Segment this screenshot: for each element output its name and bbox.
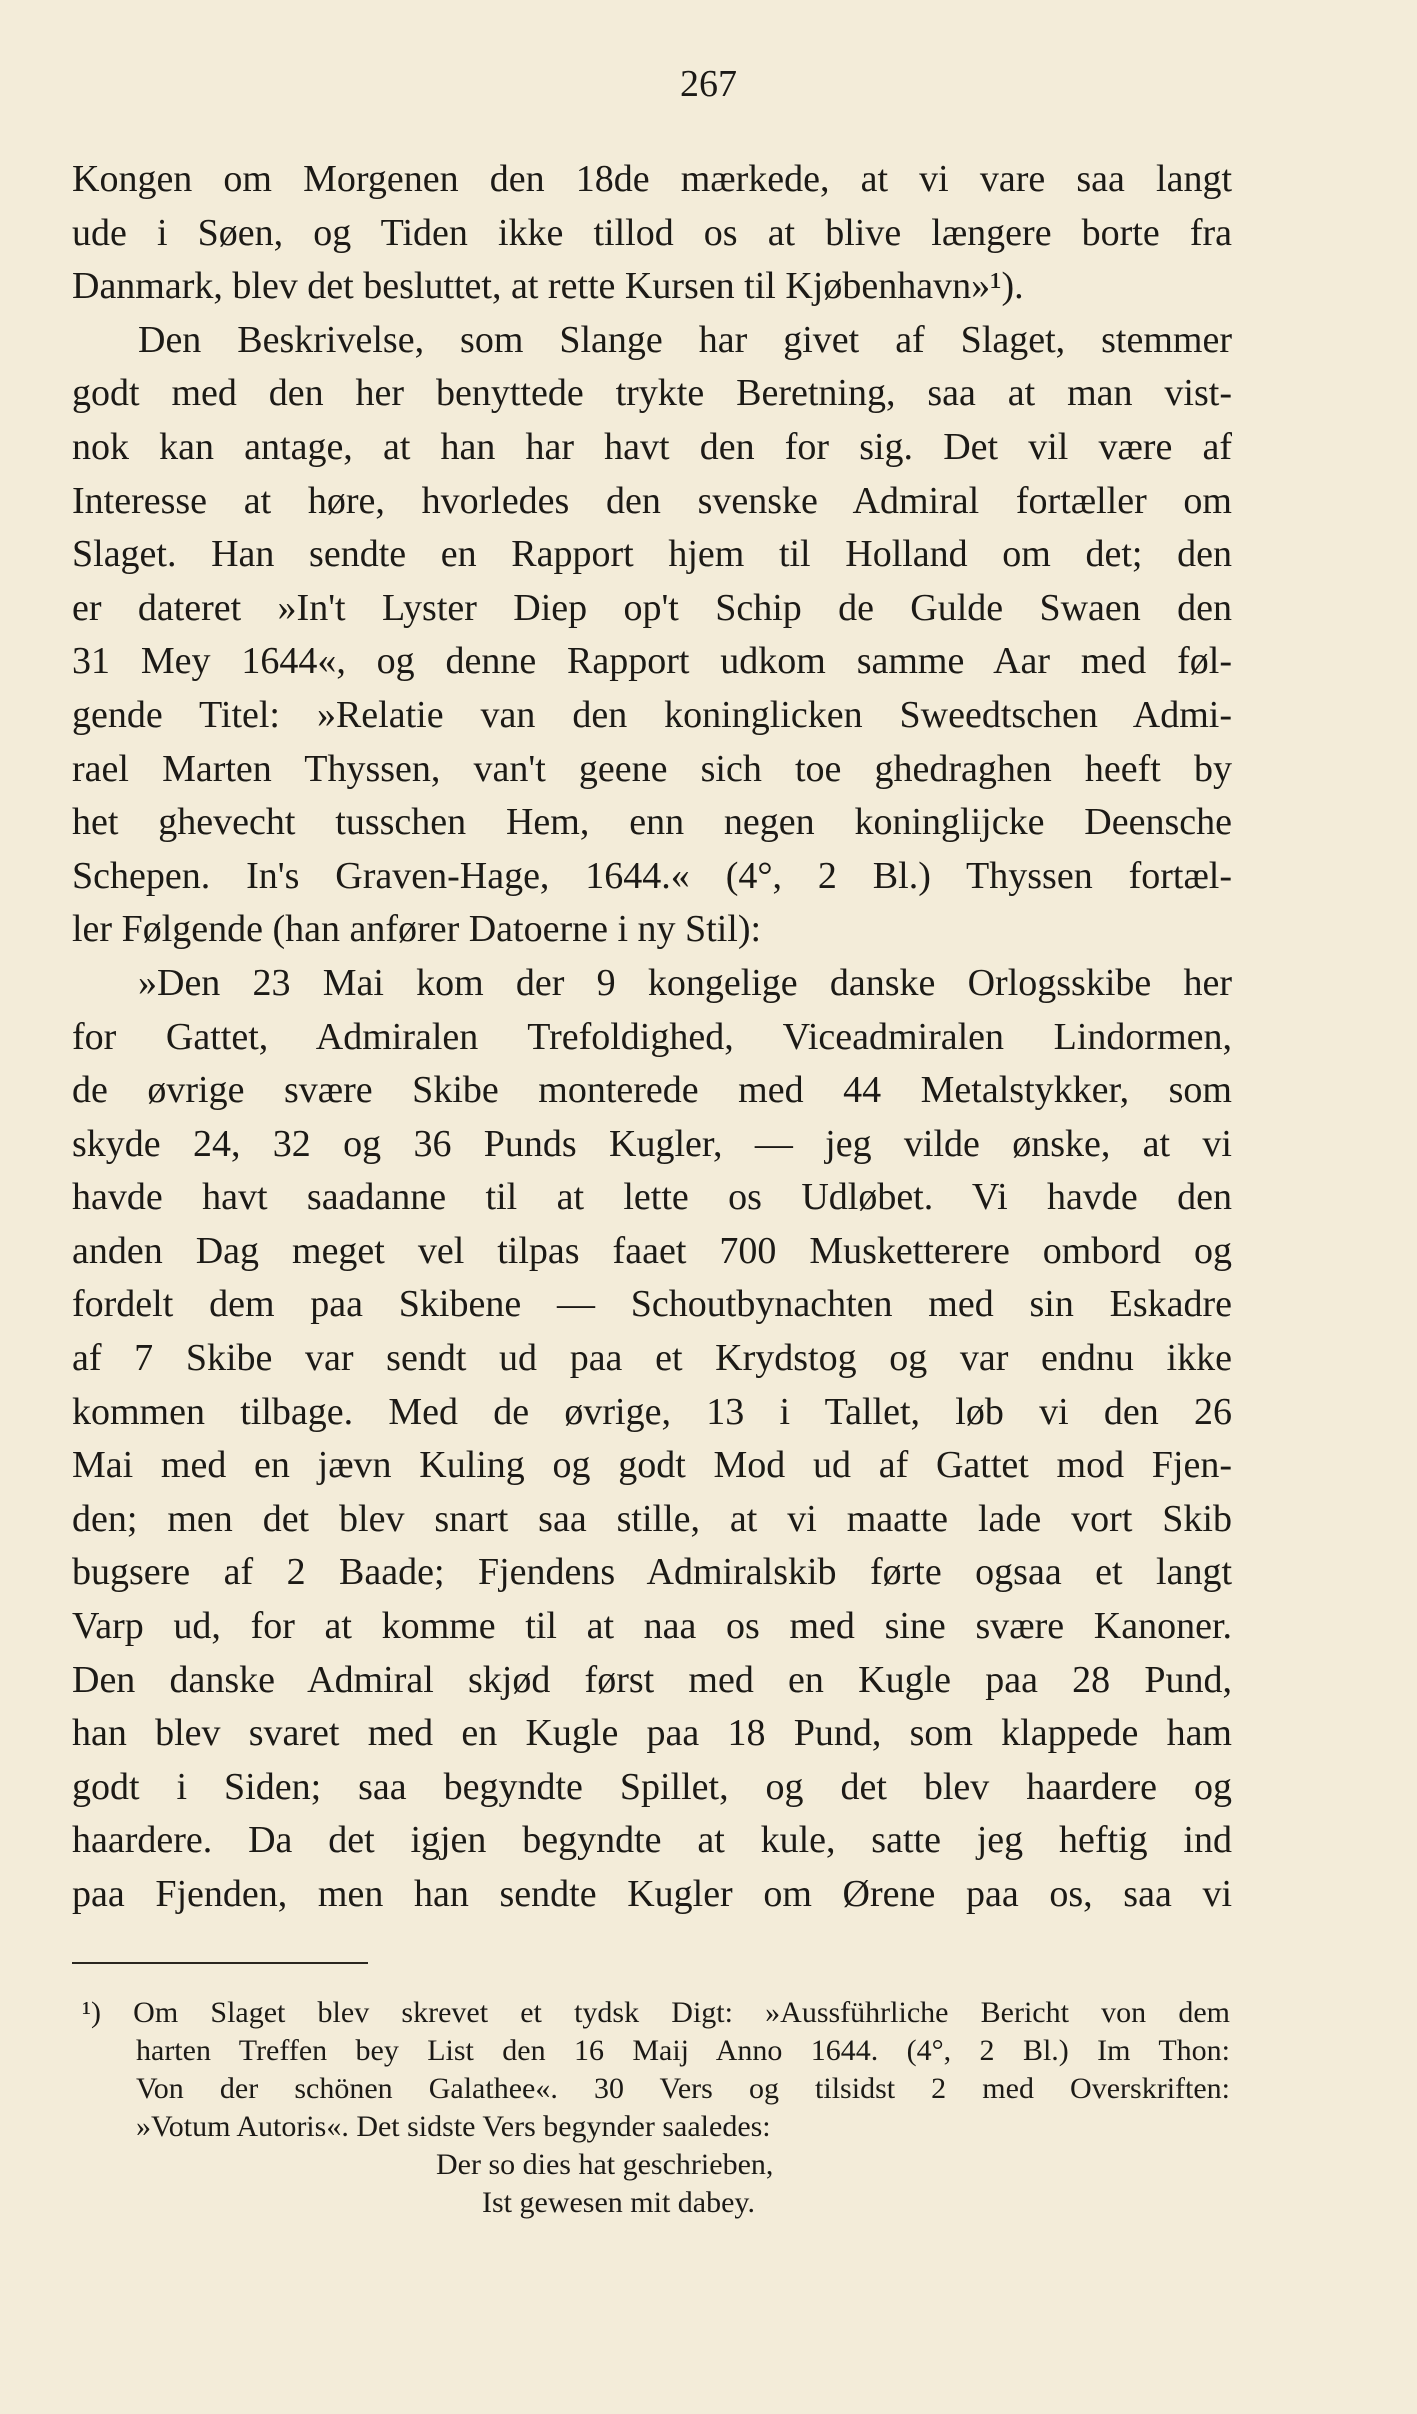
text-line: Den Beskrivelse, som Slange har givet af Slaget, stemmer [138, 318, 1232, 361]
text-line: havde havt saadanne til at lette os Udløbet. Vi havde den [72, 1176, 1232, 1219]
footnote [82, 1994, 1230, 2222]
text-line: Interesse at høre, hvorledes den svenske Admiral fortæller om [72, 479, 1232, 522]
text-line: Slaget. Han sendte en Rapport hjem til Holland om det; den [72, 533, 1232, 576]
verse-line: Ist gewesen mit dabey. [482, 2186, 755, 2219]
text-line: de øvrige svære Skibe monterede med 44 Metalstykker, som [72, 1069, 1232, 1112]
text-line: Kongen om Morgenen den 18de mærkede, at vi vare saa langt [72, 158, 1232, 200]
text-line: ler Følgende (han anfører Datoerne i ny Stil): [72, 908, 762, 951]
text-line: godt med den her benyttede trykte Beretning, saa at man vist- [72, 372, 1232, 415]
text-line: anden Dag meget vel tilpas faaet 700 Musketterere ombord og [72, 1229, 1232, 1272]
text-line: kommen tilbage. Med de øvrige, 13 i Tallet, løb vi den 26 [72, 1390, 1232, 1433]
text-line: godt i Siden; saa begyndte Spillet, og det blev haardere og [72, 1765, 1232, 1808]
footnote-divider [72, 1962, 368, 1964]
text-line: bugsere af 2 Baade; Fjendens Admiralskib førte ogsaa et langt [72, 1551, 1232, 1594]
text-line: Den danske Admiral skjød først med en Kugle paa 28 Pund, [72, 1658, 1232, 1701]
main-text [72, 153, 1232, 1922]
text-line: Mai med en jævn Kuling og godt Mod ud af Gattet mod Fjen- [72, 1444, 1232, 1487]
text-line: han blev svaret med en Kugle paa 18 Pund, som klappede ham [72, 1712, 1232, 1755]
text-line: Varp ud, for at komme til at naa os med sine svære Kanoner. [72, 1605, 1232, 1648]
footnote-line: »Votum Autoris«. Det sidste Vers begynder saaledes: [136, 2110, 771, 2143]
text-line: nok kan antage, at han har havt den for sig. Det vil være af [72, 425, 1232, 468]
text-line: paa Fjenden, men han sendte Kugler om Ørene paa os, saa vi [72, 1873, 1232, 1915]
text-line: 31 Mey 1644«, og denne Rapport udkom samme Aar med føl- [72, 640, 1232, 683]
text-line: den; men det blev snart saa stille, at vi maatte lade vort Skib [72, 1497, 1232, 1540]
text-line: er dateret »In't Lyster Diep op't Schip de Gulde Swaen den [72, 586, 1232, 629]
text-line: Schepen. In's Graven-Hage, 1644.« (4°, 2 Bl.) Thyssen fortæl- [72, 854, 1232, 897]
footnote-line: ¹) Om Slaget blev skrevet et tydsk Digt: »Aussführliche Bericht von dem [82, 1996, 1230, 2029]
text-line: »Den 23 Mai kom der 9 kongelige danske Orlogsskibe her [138, 961, 1232, 1004]
verse-line: Der so dies hat geschrieben, [436, 2148, 774, 2181]
footnote-line: harten Treffen bey List den 16 Maij Anno 1644. (4°, 2 Bl.) Im Thon: [136, 2034, 1230, 2067]
footnote-line: Von der schönen Galathee«. 30 Vers og tilsidst 2 med Overskriften: [136, 2072, 1230, 2105]
text-line: fordelt dem paa Skibene — Schoutbynachten med sin Eskadre [72, 1283, 1232, 1326]
page-number: 267 [680, 63, 737, 105]
text-line: Danmark, blev det besluttet, at rette Kursen til Kjøbenhavn»¹). [72, 265, 1024, 308]
text-line: for Gattet, Admiralen Trefoldighed, Viceadmiralen Lindormen, [72, 1015, 1232, 1058]
text-line: ude i Søen, og Tiden ikke tillod os at blive længere borte fra [72, 211, 1232, 254]
text-line: af 7 Skibe var sendt ud paa et Krydstog og var endnu ikke [72, 1337, 1232, 1380]
text-line: gende Titel: »Relatie van den koninglicken Sweedtschen Admi- [72, 693, 1232, 736]
text-line: skyde 24, 32 og 36 Punds Kugler, — jeg vilde ønske, at vi [72, 1122, 1232, 1165]
text-line: rael Marten Thyssen, van't geene sich toe ghedraghen heeft by [72, 747, 1232, 790]
text-line: het ghevecht tusschen Hem, enn negen koninglijcke Deensche [72, 801, 1232, 844]
text-line: haardere. Da det igjen begyndte at kule, satte jeg heftig ind [72, 1819, 1232, 1862]
